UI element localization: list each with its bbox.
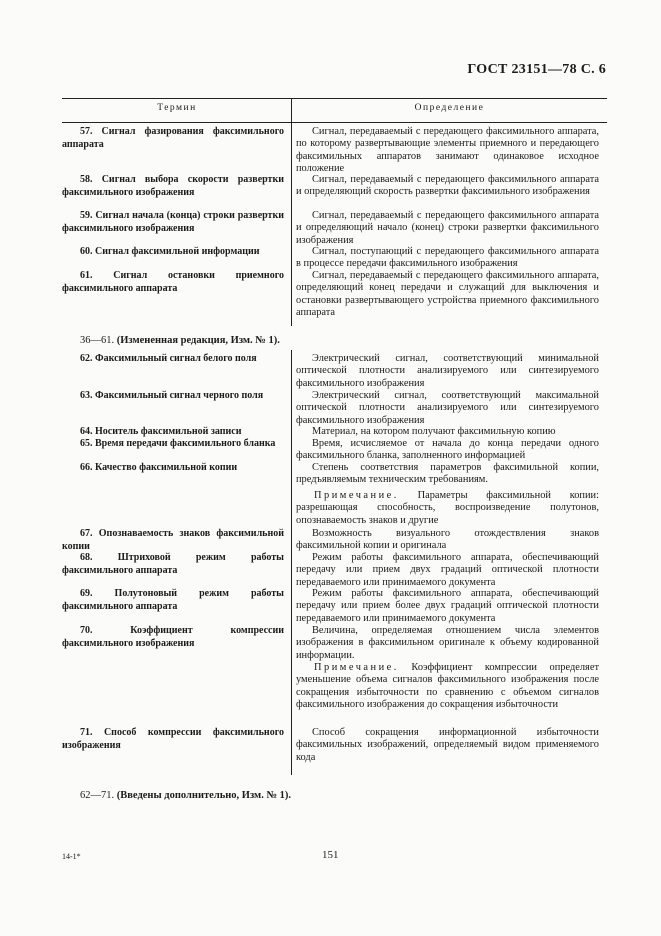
note-70	[296, 662, 599, 711]
column-header-term: Термин	[157, 103, 197, 113]
term-59: 59. Сигнал начала (конца) строки развертки факсимильного изображения	[62, 210, 284, 234]
column-divider-block2	[291, 350, 292, 775]
def-64: Материал, на котором получают факсимильную копию	[312, 426, 556, 437]
column-header-definition: Определение	[414, 103, 485, 113]
term-57: 57. Сигнал фазирования факсимильного аппарата	[62, 126, 284, 150]
term-64: 64. Носитель факсимильной записи	[80, 426, 242, 437]
term-63: 63. Факсимильный сигнал черного поля	[80, 390, 264, 401]
term-65: 65. Время передачи факсимильного бланка	[80, 438, 276, 449]
page-number: 151	[322, 849, 339, 861]
def-67: Возможность визуального отождествления знаков факсимильной копии и оригинала	[296, 528, 599, 552]
def-63: Электрический сигнал, соответствующий максимальной оптической плотности анализируемого или синтезируемого факсимильного изображения	[296, 390, 599, 426]
term-61: 61. Сигнал остановки приемного факсимильного аппарата	[62, 270, 284, 294]
term-62: 62. Факсимильный сигнал белого поля	[80, 353, 257, 364]
def-60: Сигнал, поступающий с передающего факсимильного аппарата в процессе передачи факсимильного изображения	[296, 246, 599, 270]
amendment-note-1	[80, 335, 280, 346]
note-label: Примечание.	[314, 662, 399, 673]
note-text: Параметры факсимильной копии: разрешающая способность, воспроизведение полутонов, опознаваемость знаков и другие	[296, 490, 599, 526]
def-61: Сигнал, передаваемый с передающего факсимильного аппарата, определяющий конец передачи и служащий для выключения и остановки развертывающего устройства приемного факсимильного аппарата	[296, 270, 599, 318]
def-70: Величина, определяемая отношением числа элементов изображения в факсимильном оригинале к объему кодированной информации.	[296, 625, 599, 661]
term-66: 66. Качество факсимильной копии	[80, 462, 238, 473]
term-70: 70. Коэффициент компрессии факсимильного изображения	[62, 625, 284, 649]
def-69: Режим работы факсимильного аппарата, обеспечивающий передачу или прием более двух градаций оптической плотности передаваемого или принимаемого документа	[296, 588, 599, 624]
def-71: Способ сокращения информационной избыточности факсимильных изображений, определяемый видом применяемого кода	[296, 727, 599, 763]
def-58: Сигнал, передаваемый с передающего факсимильного аппарата и определяющий скорость развертки факсимильного изображения	[296, 174, 599, 198]
note-66	[296, 490, 599, 527]
def-62: Электрический сигнал, соответствующий минимальной оптической плотности анализируемого или синтезируемого факсимильного изображения	[296, 353, 599, 389]
page-header: ГОСТ 23151—78 С. 6	[467, 62, 606, 77]
term-68: 68. Штриховой режим работы факсимильного аппарата	[62, 552, 284, 576]
amendment-note-2	[80, 790, 291, 801]
footer-code: 14-1*	[62, 852, 81, 861]
term-60: 60. Сигнал факсимильной информации	[80, 246, 260, 257]
amendment-range-1: 36—61.	[80, 335, 115, 346]
amendment-text-1: (Измененная редакция, Изм. № 1).	[116, 335, 280, 346]
amendment-text-2: (Введены дополнительно, Изм. № 1).	[116, 790, 291, 801]
term-69: 69. Полутоновый режим работы факсимильного аппарата	[62, 588, 284, 612]
def-57: Сигнал, передаваемый с передающего факсимильного аппарата, по которому развертывающие элементы приемного и передающего факсимильных аппаратов занимают одинаковое исходное положение	[296, 126, 599, 174]
def-59: Сигнал, передаваемый с передающего факсимильного аппарата и определяющий начало (конец) строки развертки факсимильного изображения	[296, 210, 599, 246]
column-divider-header	[291, 98, 292, 122]
def-68: Режим работы факсимильного аппарата, обеспечивающий передачу или прием двух градаций оптической плотности передаваемого или принимаемого документа	[296, 552, 599, 588]
term-71: 71. Способ компрессии факсимильного изображения	[62, 727, 284, 751]
note-label: Примечание.	[314, 490, 399, 501]
note-text: Коэффициент компрессии определяет уменьшение объема сигналов факсимильного изображения после сокращения избыточности по сравнению с объемом сигналов факсимильного изображения до сокращения избыточности	[296, 662, 599, 710]
def-66: Степень соответствия параметров факсимильной копии, предъявляемым техническим требованиям.	[296, 462, 599, 486]
column-divider-block1	[291, 122, 292, 326]
table-top-rule	[62, 98, 607, 99]
def-65: Время, исчисляемое от начала до конца передачи одного факсимильного бланка, заполненного информацией	[296, 438, 599, 462]
term-67: 67. Опознаваемость знаков факсимильной копии	[62, 528, 284, 552]
term-58: 58. Сигнал выбора скорости развертки факсимильного изображения	[62, 174, 284, 198]
header-bottom-rule	[62, 122, 607, 123]
amendment-range-2: 62—71.	[80, 790, 115, 801]
